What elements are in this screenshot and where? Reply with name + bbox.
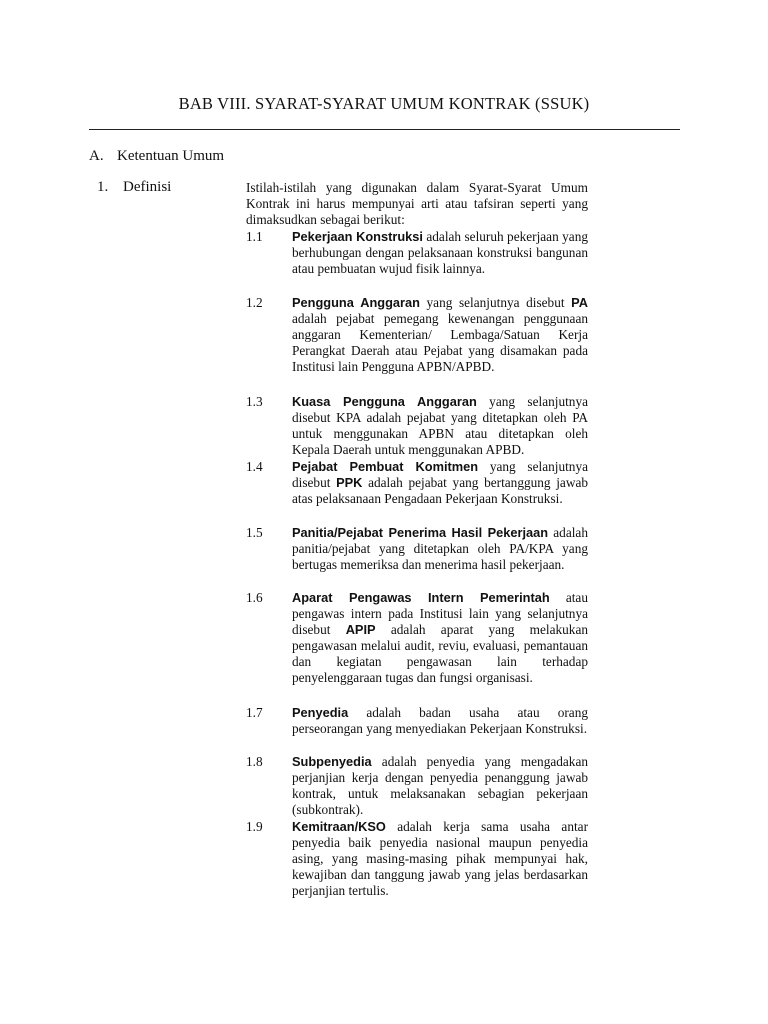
item-body <box>292 394 588 458</box>
section-letter: A. <box>89 148 104 164</box>
item-text: adalah panitia/pejabat yang ditetapkan oleh PA/KPA yang bertugas memeriksa dan menerima hasil pekerjaan. <box>292 525 588 572</box>
item-number: 1.8 <box>246 754 263 769</box>
item-text: yang selanjutnya disebut <box>292 459 588 490</box>
item-abbr: PA <box>571 295 588 310</box>
definition-item <box>246 590 588 686</box>
item-number: 1.2 <box>246 295 263 310</box>
definition-item <box>246 394 588 458</box>
item-text: adalah penyedia yang mengadakan perjanjian kerja dengan penyedia penanggung jawab kontrak, untuk melaksanakan sebagian pekerjaan (subkontrak). <box>292 754 588 817</box>
item-term: Pengguna Anggaran <box>292 295 420 310</box>
definition-item <box>246 229 588 277</box>
item-number: 1.4 <box>246 459 263 474</box>
item-number: 1.6 <box>246 590 263 605</box>
item-term: Kemitraan/KSO <box>292 819 386 834</box>
item-body <box>292 459 588 507</box>
item-number: 1.5 <box>246 525 263 540</box>
item-text: yang selanjutnya disebut KPA adalah pejabat yang ditetapkan oleh PA untuk menggunakan APBN atau ditetapkan oleh Kepala Daerah untuk menggunakan APBD. <box>292 394 588 457</box>
item-term: Penyedia <box>292 705 349 720</box>
definition-item <box>246 295 588 375</box>
definition-item <box>246 459 588 507</box>
item-body <box>292 525 588 573</box>
definition-item <box>246 525 588 573</box>
definition-intro: Istilah-istilah yang digunakan dalam Syarat-Syarat Umum Kontrak ini harus mempunyai arti atau tafsiran seperti yang dimaksudkan sebagai berikut: <box>246 180 588 227</box>
item-number: 1.7 <box>246 705 263 720</box>
item-body <box>292 229 588 277</box>
item-term: Panitia/Pejabat Penerima Hasil Pekerjaan <box>292 525 549 540</box>
item-number: 1.3 <box>246 394 263 409</box>
definition-item <box>246 819 588 899</box>
item-number: 1.1 <box>246 229 263 244</box>
page-title: BAB VIII. SYARAT-SYARAT UMUM KONTRAK (SSUK) <box>178 94 590 113</box>
definition-item <box>246 754 588 818</box>
section-heading <box>89 148 224 165</box>
item-text: yang selanjutnya disebut <box>419 295 572 310</box>
item-text: adalah seluruh pekerjaan yang berhubungan dengan pelaksanaan konstruksi bangunan atau pembuatan wujud fisik lainnya. <box>292 229 588 276</box>
item-term: Aparat Pengawas Intern Pemerintah <box>292 590 550 605</box>
item-text: atau pengawas intern pada Institusi lain yang selanjutnya disebut <box>292 590 588 637</box>
item-body <box>292 819 588 899</box>
item-term: Pejabat Pembuat Komitmen <box>292 459 479 474</box>
definition-title: Definisi <box>123 179 172 195</box>
item-term: Subpenyedia <box>292 754 372 769</box>
title-divider <box>89 129 680 130</box>
item-term: Pekerjaan Konstruksi <box>292 229 423 244</box>
item-term: Kuasa Pengguna Anggaran <box>292 394 477 409</box>
item-text: adalah kerja sama usaha antar penyedia baik penyedia nasional maupun penyedia asing, yang masing-masing pihak mempunyai hak, kewajiban dan tanggung jawab yang jelas berdasarkan perjanjian tertulis. <box>292 819 588 898</box>
item-text: adalah badan usaha atau orang perseorangan yang menyediakan Pekerjaan Konstruksi. <box>292 705 588 736</box>
item-abbr: APIP <box>345 622 376 637</box>
item-text: adalah pejabat pemegang kewenangan penggunaan anggaran Kementerian/ Lembaga/Satuan Kerja Perangkat Daerah atau Pejabat yang disamakan pada Institusi lain Pengguna APBN/APBD. <box>292 311 588 374</box>
item-body <box>292 590 588 686</box>
item-body <box>292 754 588 818</box>
item-text: adalah aparat yang melakukan pengawasan melalui audit, reviu, evaluasi, pemantauan dan kegiatan pengawasan lain terhadap penyelenggaraan tugas dan fungsi organisasi. <box>292 622 588 685</box>
definition-number: 1. <box>97 179 109 195</box>
definition-item <box>246 705 588 737</box>
item-number: 1.9 <box>246 819 263 834</box>
item-abbr: PPK <box>336 475 363 490</box>
definition-heading <box>97 179 171 196</box>
item-body <box>292 705 588 737</box>
item-text: adalah pejabat yang bertanggung jawab atas pelaksanaan Pengadaan Pekerjaan Konstruksi. <box>292 475 588 506</box>
item-body <box>292 295 588 375</box>
section-title: Ketentuan Umum <box>117 148 225 164</box>
